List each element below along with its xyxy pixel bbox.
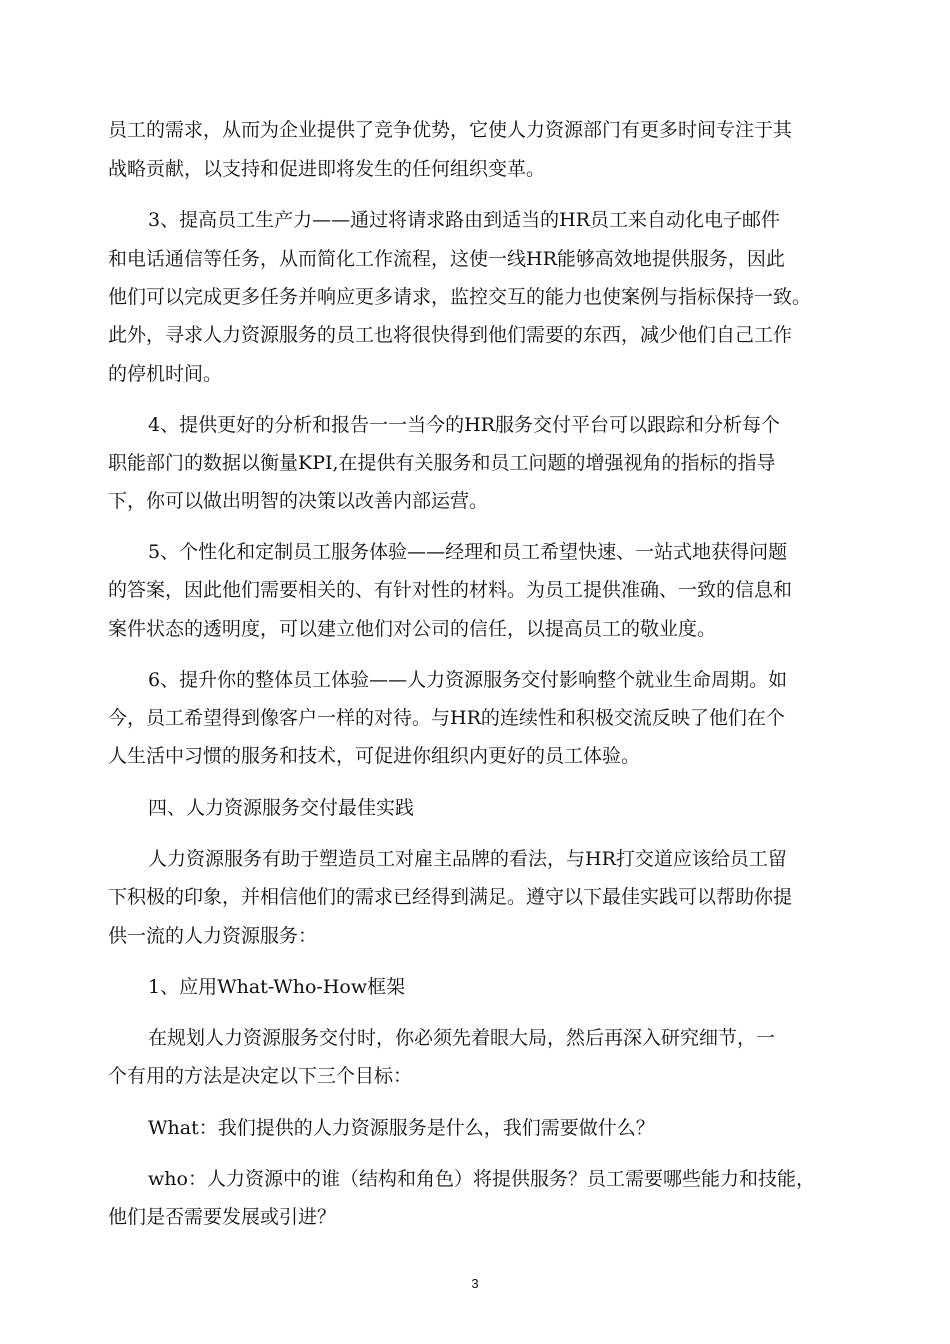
body-text-line: 下积极的印象，并相信他们的需求已经得到满足。遵守以下最佳实践可以帮助你提	[108, 886, 793, 908]
body-text-line: 的答案，因此他们需要相关的、有针对性的材料。为员工提供准确、一致的信息和	[108, 579, 793, 601]
body-text-line: 供一流的人力资源服务：	[108, 925, 318, 947]
body-text-line: 个有用的方法是决定以下三个目标：	[108, 1065, 413, 1087]
list-item-heading: 6、提升你的整体员工体验——人力资源服务交付影响整个就业生命周期。如	[148, 669, 788, 691]
body-text-line: 此外，寻求人力资源服务的员工也将很快得到他们需要的东西，减少他们自己工作	[108, 324, 793, 346]
body-text-line: 员工的需求，从而为企业提供了竞争优势，它使人力资源部门有更多时间专注于其	[108, 119, 793, 141]
body-text-line: 的停机时间。	[108, 363, 223, 385]
body-text-line: 战略贡献，以支持和促进即将发生的任何组织变革。	[108, 158, 546, 180]
list-item-heading: 5、个性化和定制员工服务体验——经理和员工希望快速、一站式地获得问题	[148, 541, 788, 563]
body-text-line: 今，员工希望得到像客户一样的对待。与HR的连续性和积极交流反映了他们在个	[108, 707, 785, 729]
body-text-line: 和电话通信等任务，从而简化工作流程，这使一线HR能够高效地提供服务，因此	[108, 248, 785, 270]
body-text-line: 案件状态的透明度，可以建立他们对公司的信任，以提高员工的敬业度。	[108, 618, 717, 640]
body-text-line: 他们是否需要发展或引进？	[108, 1206, 337, 1228]
paragraph-first-line: who：人力资源中的谁（结构和角色）将提供服务？员工需要哪些能力和技能，	[148, 1168, 815, 1190]
paragraph-first-line: 在规划人力资源服务交付时，你必须先着眼大局，然后再深入研究细节，一	[148, 1027, 776, 1049]
section-heading: 四、人力资源服务交付最佳实践	[148, 797, 415, 819]
body-text-line: 职能部门的数据以衡量KPI,在提供有关服务和员工问题的增强视角的指标的指导	[108, 452, 776, 474]
paragraph-first-line: 人力资源服务有助于塑造员工对雇主品牌的看法，与HR打交道应该给员工留	[148, 848, 787, 870]
body-text-line: 他们可以完成更多任务并响应更多请求，监控交互的能力也使案例与指标保持一致。	[108, 286, 812, 308]
body-text-line: 下，你可以做出明智的决策以改善内部运营。	[108, 490, 489, 512]
page-number: 3	[471, 1276, 479, 1291]
paragraph-first-line: What：我们提供的人力资源服务是什么，我们需要做什么？	[148, 1117, 655, 1139]
list-item-heading: 3、提高员工生产力——通过将请求路由到适当的HR员工来自动化电子邮件	[148, 209, 780, 231]
subsection-heading: 1、应用What-Who-How框架	[148, 976, 406, 998]
list-item-heading: 4、提供更好的分析和报告一一当今的HR服务交付平台可以跟踪和分析每个	[148, 414, 780, 436]
body-text-line: 人生活中习惯的服务和技术，可促进你组织内更好的员工体验。	[108, 745, 641, 767]
